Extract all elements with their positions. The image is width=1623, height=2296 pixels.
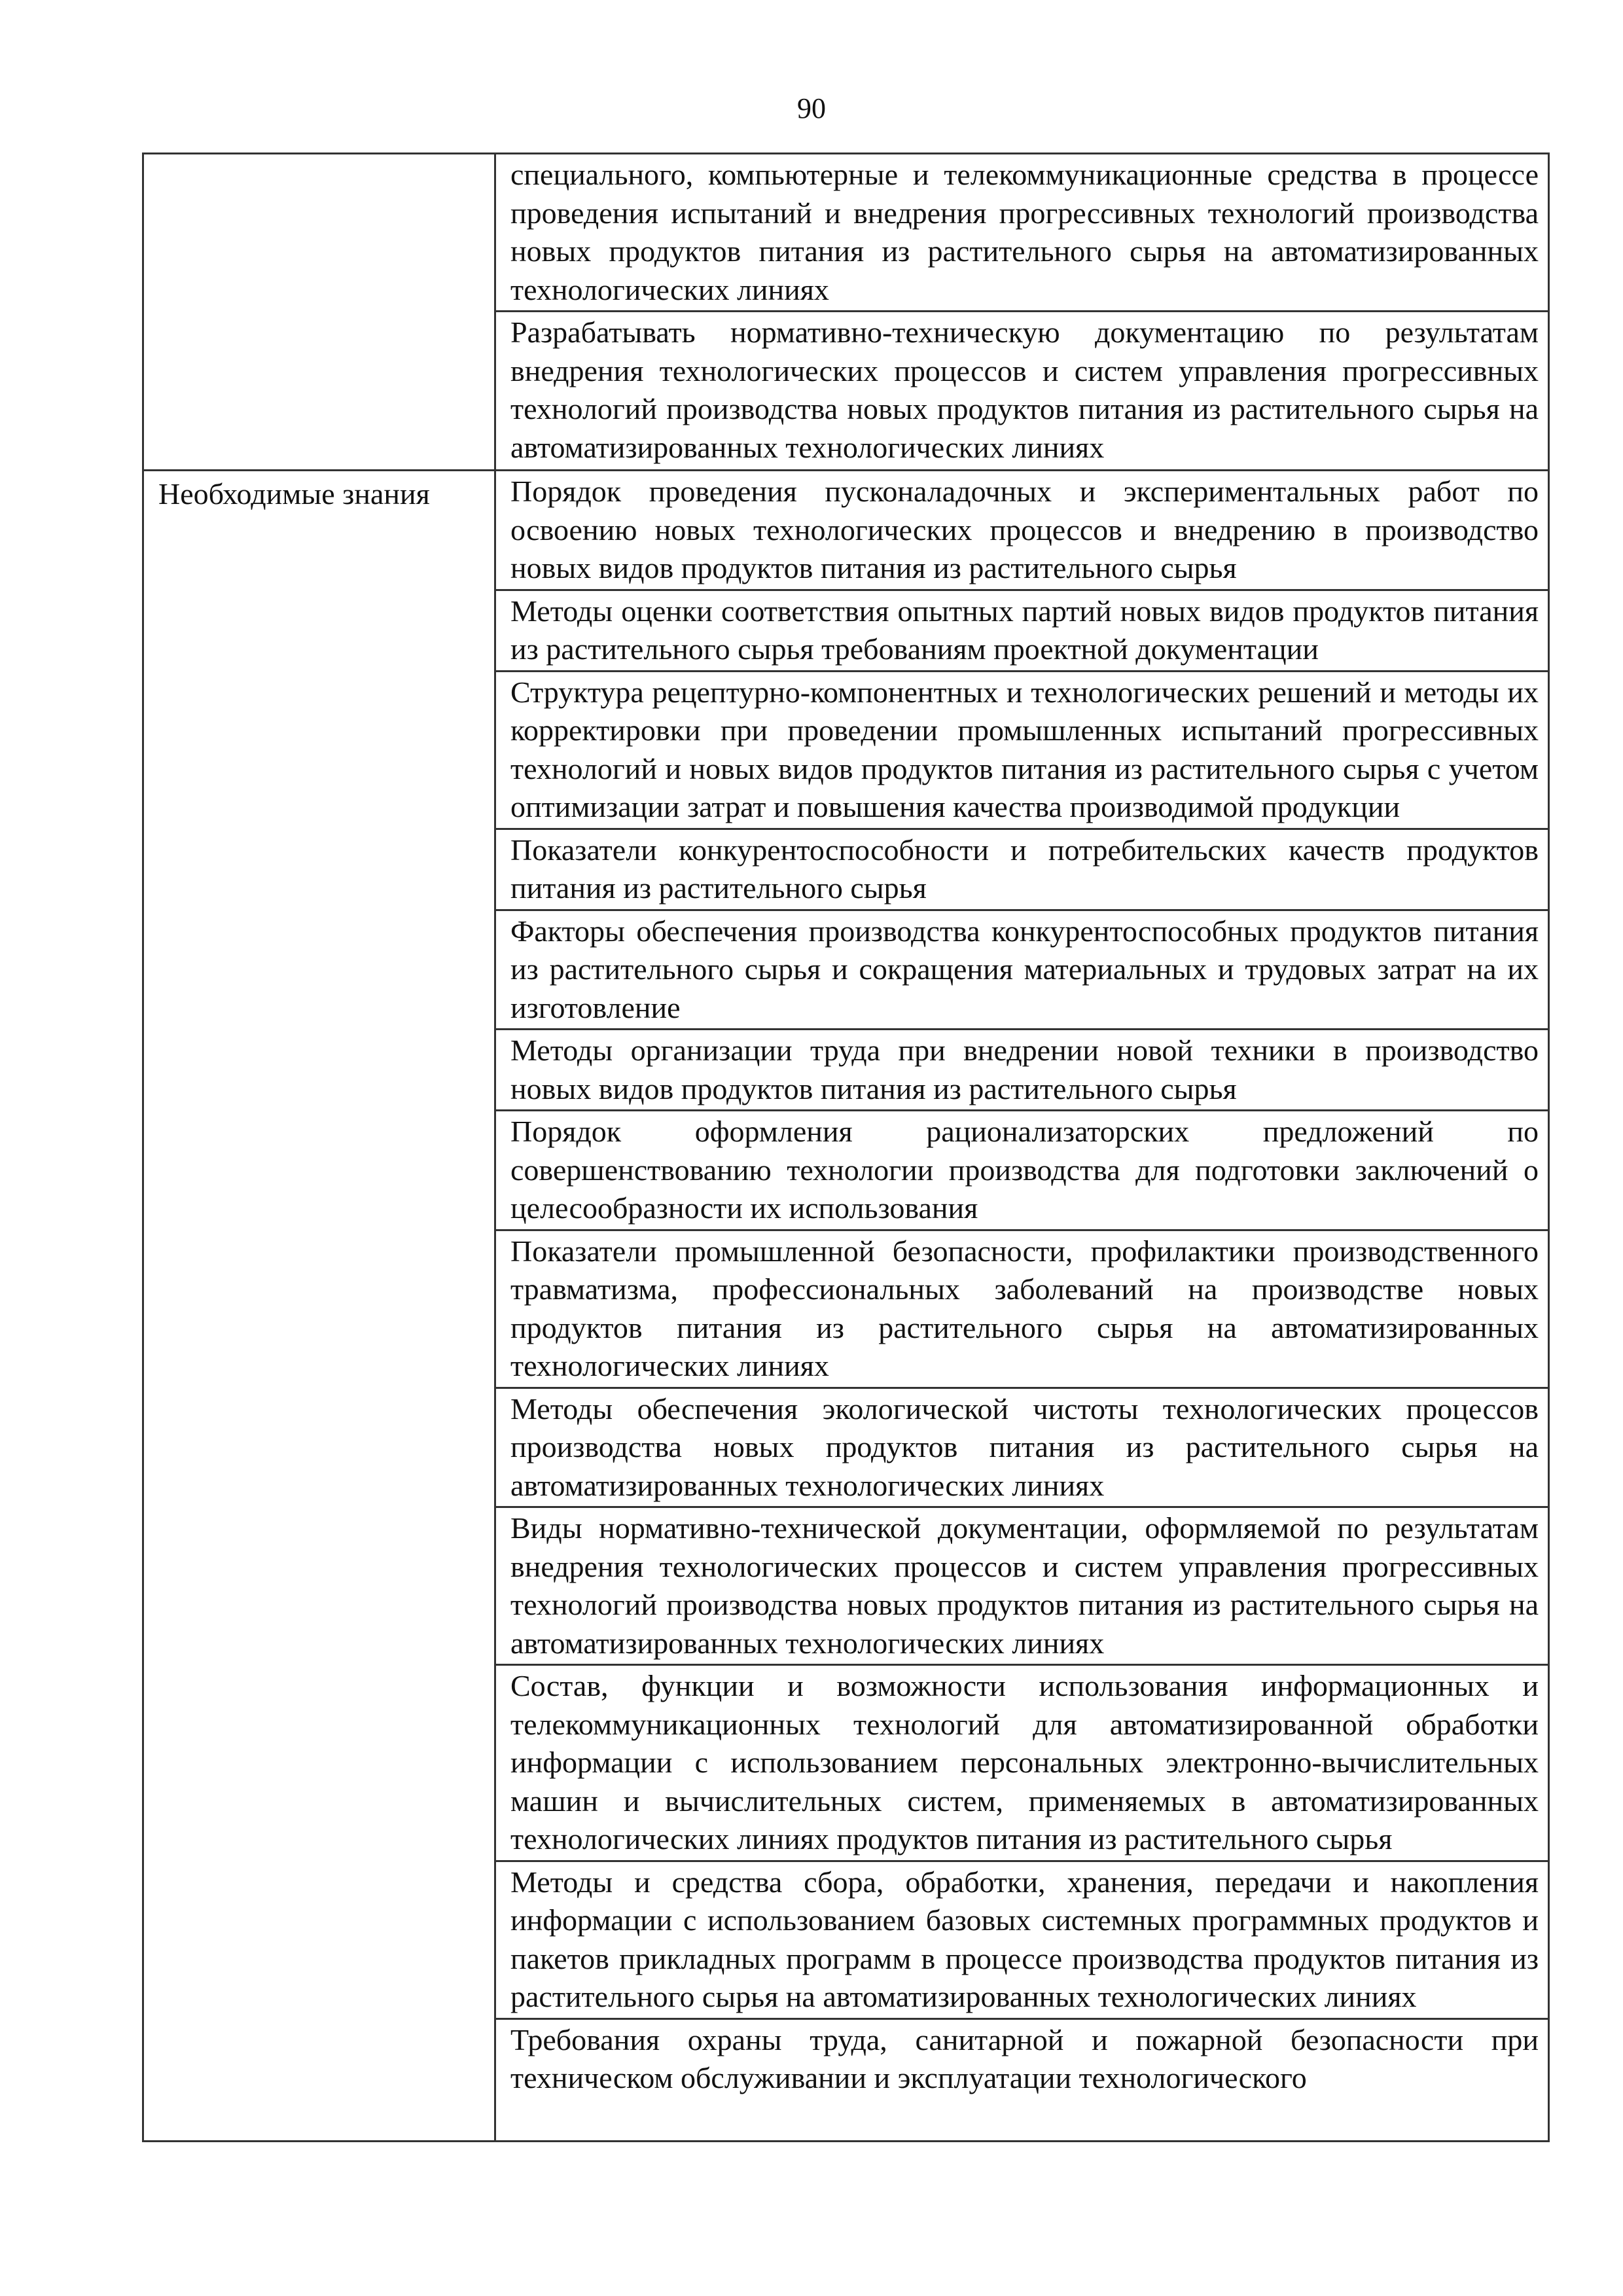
row-label: Необходимые знания <box>158 477 430 511</box>
table-row <box>143 471 1549 2142</box>
row-label-cell <box>143 154 495 471</box>
list-item: Показатели промышленной безопасности, профилактики производственного травматизма, профессиональных заболеваний на производстве новых продуктов питания из растительного сырья на автоматизированных технологических линиях <box>496 1231 1548 1389</box>
list-item: Методы обеспечения экологической чистоты технологических процессов производства новых продуктов питания из растительного сырья на автоматизированных технологических линиях <box>496 1389 1548 1509</box>
row-label-cell <box>143 471 495 2142</box>
list-item: Требования охраны труда, санитарной и пожарной безопасности при техническом обслуживании и эксплуатации технологического <box>510 2022 1539 2094</box>
page-number: 90 <box>797 92 826 124</box>
row-label <box>144 154 494 158</box>
list-item: Порядок оформления рационализаторских предложений по совершенствованию технологии производства для подготовки заключений о целесообразности их использования <box>496 1111 1548 1231</box>
list-item: Виды нормативно-технической документации, оформляемой по результатам внедрения технологических процессов и систем управления прогрессивных технологий производства новых продуктов питания из растительного сырья на автоматизированных технологических линиях <box>496 1508 1548 1666</box>
list-item: специального, компьютерные и телекоммуникационные средства в процессе проведения испытаний и внедрения прогрессивных технологий производства новых продуктов питания из растительного сырья на автоматизированных технологических линиях <box>496 154 1548 312</box>
list-item: Методы оценки соответствия опытных партий новых видов продуктов питания из растительного сырья требованиям проектной документации <box>496 591 1548 672</box>
list-item: Структура рецептурно-компонентных и технологических решений и методы их корректировки при проведении промышленных испытаний прогрессивных технологий и новых видов продуктов питания из растительного сырья с учетом оптимизации затрат и повышения качества производимой продукции <box>496 672 1548 830</box>
list-item: Факторы обеспечения производства конкурентоспособных продуктов питания из растительного сырья и сокращения материальных и трудовых затрат на их изготовление <box>496 911 1548 1031</box>
list-item: Методы организации труда при внедрении новой техники в производство новых видов продуктов питания из растительного сырья <box>496 1030 1548 1111</box>
list-item: Порядок проведения пусконаладочных и экспериментальных работ по освоению новых технологических процессов и внедрению в производство новых видов продуктов питания из растительного сырья <box>496 471 1548 591</box>
list-item: Методы и средства сбора, обработки, хранения, передачи и накопления информации с использованием базовых системных программных продуктов и пакетов прикладных программ в процессе производства продуктов питания из растительного сырья на автоматизированных технологических линиях <box>496 1862 1548 2020</box>
row-content-cell <box>495 471 1549 2142</box>
list-item: Показатели конкурентоспособности и потребительских качеств продуктов питания из растительного сырья <box>496 830 1548 911</box>
row-content-cell <box>495 154 1549 471</box>
list-item: Состав, функции и возможности использования информационных и телекоммуникационных технологий для автоматизированной обработки информации с использованием персональных электронно-вычислительных машин и вычислительных систем, применяемых в автоматизированных технологических линиях продуктов питания из растительного сырья <box>496 1666 1548 1862</box>
table-row <box>143 154 1549 471</box>
requirements-table <box>142 152 1550 2142</box>
list-item: Разрабатывать нормативно-техническую документацию по результатам внедрения технологических процессов и систем управления прогрессивных технологий производства новых продуктов питания из растительного сырья на автоматизированных технологических линиях <box>510 315 1539 464</box>
